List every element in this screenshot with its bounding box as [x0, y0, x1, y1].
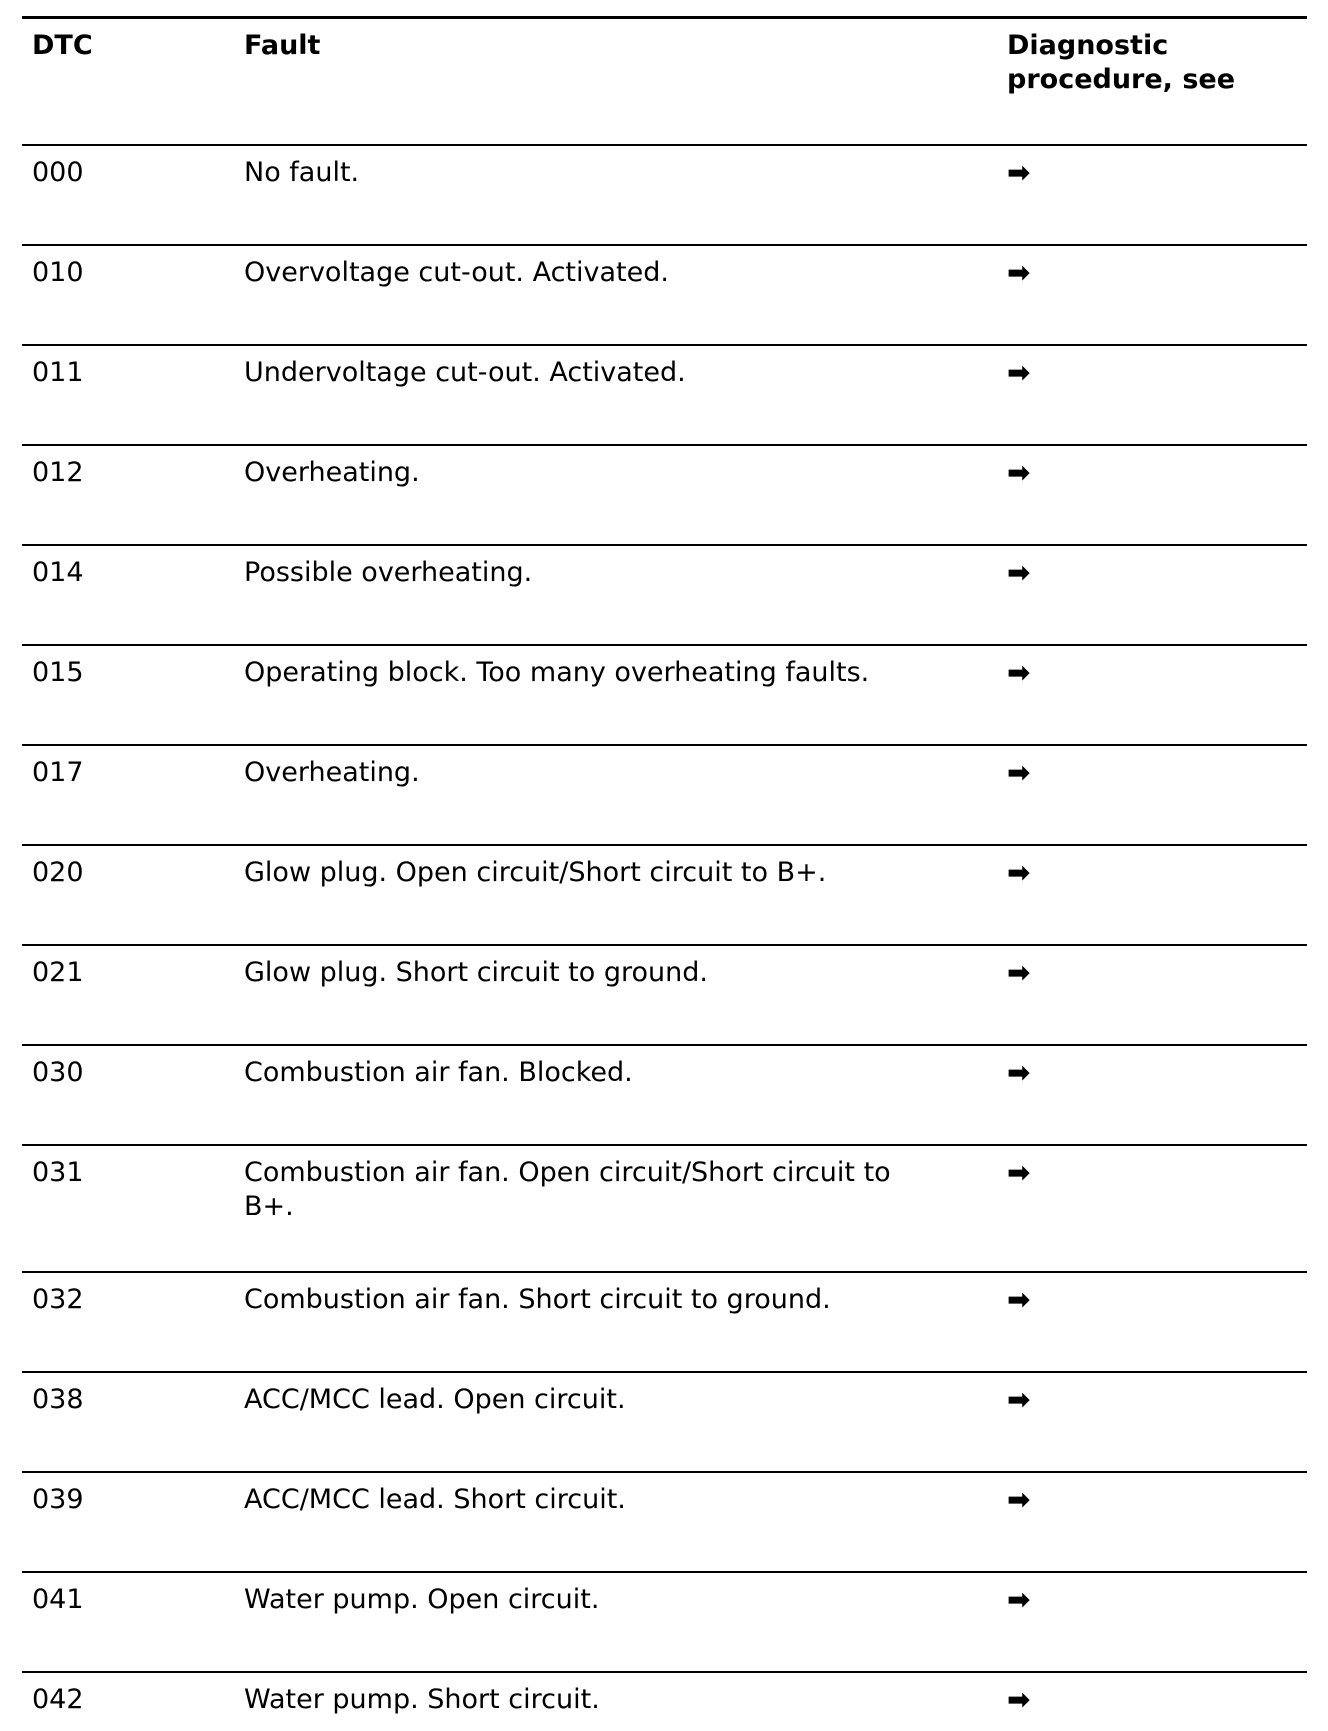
- procedure-link[interactable]: [1007, 956, 1307, 991]
- arrow-right-icon: ➡: [1007, 256, 1031, 289]
- dtc-table: [22, 16, 1307, 1731]
- table-row: [22, 1471, 1307, 1571]
- procedure-link[interactable]: [1007, 356, 1307, 391]
- dtc-code: 041: [32, 1584, 84, 1615]
- dtc-code: 031: [32, 1157, 84, 1188]
- table-row: [22, 344, 1307, 444]
- arrow-right-icon: ➡: [1007, 456, 1031, 489]
- fault-description: Glow plug. Open circuit/Short circuit to B+.: [244, 857, 827, 888]
- arrow-right-icon: ➡: [1007, 756, 1031, 789]
- dtc-code: 011: [32, 357, 84, 388]
- arrow-right-icon: ➡: [1007, 956, 1031, 989]
- fault-description: Combustion air fan. Open circuit/Short circuit to B+.: [244, 1157, 891, 1222]
- procedure-link[interactable]: [1007, 1483, 1307, 1518]
- table-row: [22, 544, 1307, 644]
- fault-description: Combustion air fan. Short circuit to ground.: [244, 1284, 831, 1315]
- table-row: [22, 1571, 1307, 1671]
- table-header: [22, 16, 1307, 144]
- table-row: [22, 444, 1307, 544]
- header-dtc: DTC: [32, 30, 93, 61]
- arrow-right-icon: ➡: [1007, 1583, 1031, 1616]
- table-row: [22, 1371, 1307, 1471]
- dtc-code: 032: [32, 1284, 84, 1315]
- procedure-link[interactable]: [1007, 1283, 1307, 1318]
- procedure-link[interactable]: [1007, 1056, 1307, 1091]
- dtc-code: 038: [32, 1384, 84, 1415]
- fault-description: Water pump. Open circuit.: [244, 1584, 600, 1615]
- table-row: [22, 1271, 1307, 1371]
- fault-description: Overheating.: [244, 757, 420, 788]
- procedure-link[interactable]: [1007, 256, 1307, 291]
- dtc-code: 000: [32, 157, 84, 188]
- arrow-right-icon: ➡: [1007, 1156, 1031, 1189]
- procedure-link[interactable]: [1007, 756, 1307, 791]
- arrow-right-icon: ➡: [1007, 1283, 1031, 1316]
- table-row: [22, 1044, 1307, 1144]
- arrow-right-icon: ➡: [1007, 556, 1031, 589]
- table-row: [22, 644, 1307, 744]
- dtc-code: 039: [32, 1484, 84, 1515]
- dtc-code: 012: [32, 457, 84, 488]
- fault-description: Overheating.: [244, 457, 420, 488]
- fault-description: Undervoltage cut-out. Activated.: [244, 357, 686, 388]
- procedure-link[interactable]: [1007, 856, 1307, 891]
- dtc-code: 015: [32, 657, 84, 688]
- table-row: [22, 744, 1307, 844]
- table-row: [22, 1144, 1307, 1271]
- dtc-code: 021: [32, 957, 84, 988]
- procedure-link[interactable]: [1007, 1383, 1307, 1418]
- dtc-code: 010: [32, 257, 84, 288]
- fault-description: No fault.: [244, 157, 360, 188]
- fault-description: Possible overheating.: [244, 557, 533, 588]
- procedure-link[interactable]: [1007, 1583, 1307, 1618]
- table-row: [22, 1671, 1307, 1731]
- table-row: [22, 244, 1307, 344]
- dtc-code: 014: [32, 557, 84, 588]
- fault-description: Operating block. Too many overheating faults.: [244, 657, 870, 688]
- procedure-link[interactable]: [1007, 1156, 1307, 1191]
- arrow-right-icon: ➡: [1007, 656, 1031, 689]
- table-row: [22, 944, 1307, 1044]
- dtc-code: 017: [32, 757, 84, 788]
- procedure-link[interactable]: [1007, 456, 1307, 491]
- fault-description: Overvoltage cut-out. Activated.: [244, 257, 669, 288]
- fault-description: Water pump. Short circuit.: [244, 1684, 600, 1715]
- table-row: [22, 844, 1307, 944]
- procedure-link[interactable]: [1007, 656, 1307, 691]
- fault-description: Glow plug. Short circuit to ground.: [244, 957, 708, 988]
- header-fault: Fault: [244, 30, 321, 61]
- arrow-right-icon: ➡: [1007, 156, 1031, 189]
- arrow-right-icon: ➡: [1007, 1483, 1031, 1516]
- fault-description: ACC/MCC lead. Open circuit.: [244, 1384, 626, 1415]
- procedure-link[interactable]: [1007, 156, 1307, 191]
- dtc-code: 042: [32, 1684, 84, 1715]
- procedure-link[interactable]: [1007, 1683, 1307, 1718]
- fault-description: ACC/MCC lead. Short circuit.: [244, 1484, 626, 1515]
- arrow-right-icon: ➡: [1007, 856, 1031, 889]
- table-row: [22, 144, 1307, 244]
- header-procedure: Diagnostic procedure, see: [1007, 30, 1236, 95]
- arrow-right-icon: ➡: [1007, 356, 1031, 389]
- fault-description: Combustion air fan. Blocked.: [244, 1057, 633, 1088]
- dtc-code: 020: [32, 857, 84, 888]
- arrow-right-icon: ➡: [1007, 1056, 1031, 1089]
- arrow-right-icon: ➡: [1007, 1683, 1031, 1716]
- dtc-code: 030: [32, 1057, 84, 1088]
- arrow-right-icon: ➡: [1007, 1383, 1031, 1416]
- procedure-link[interactable]: [1007, 556, 1307, 591]
